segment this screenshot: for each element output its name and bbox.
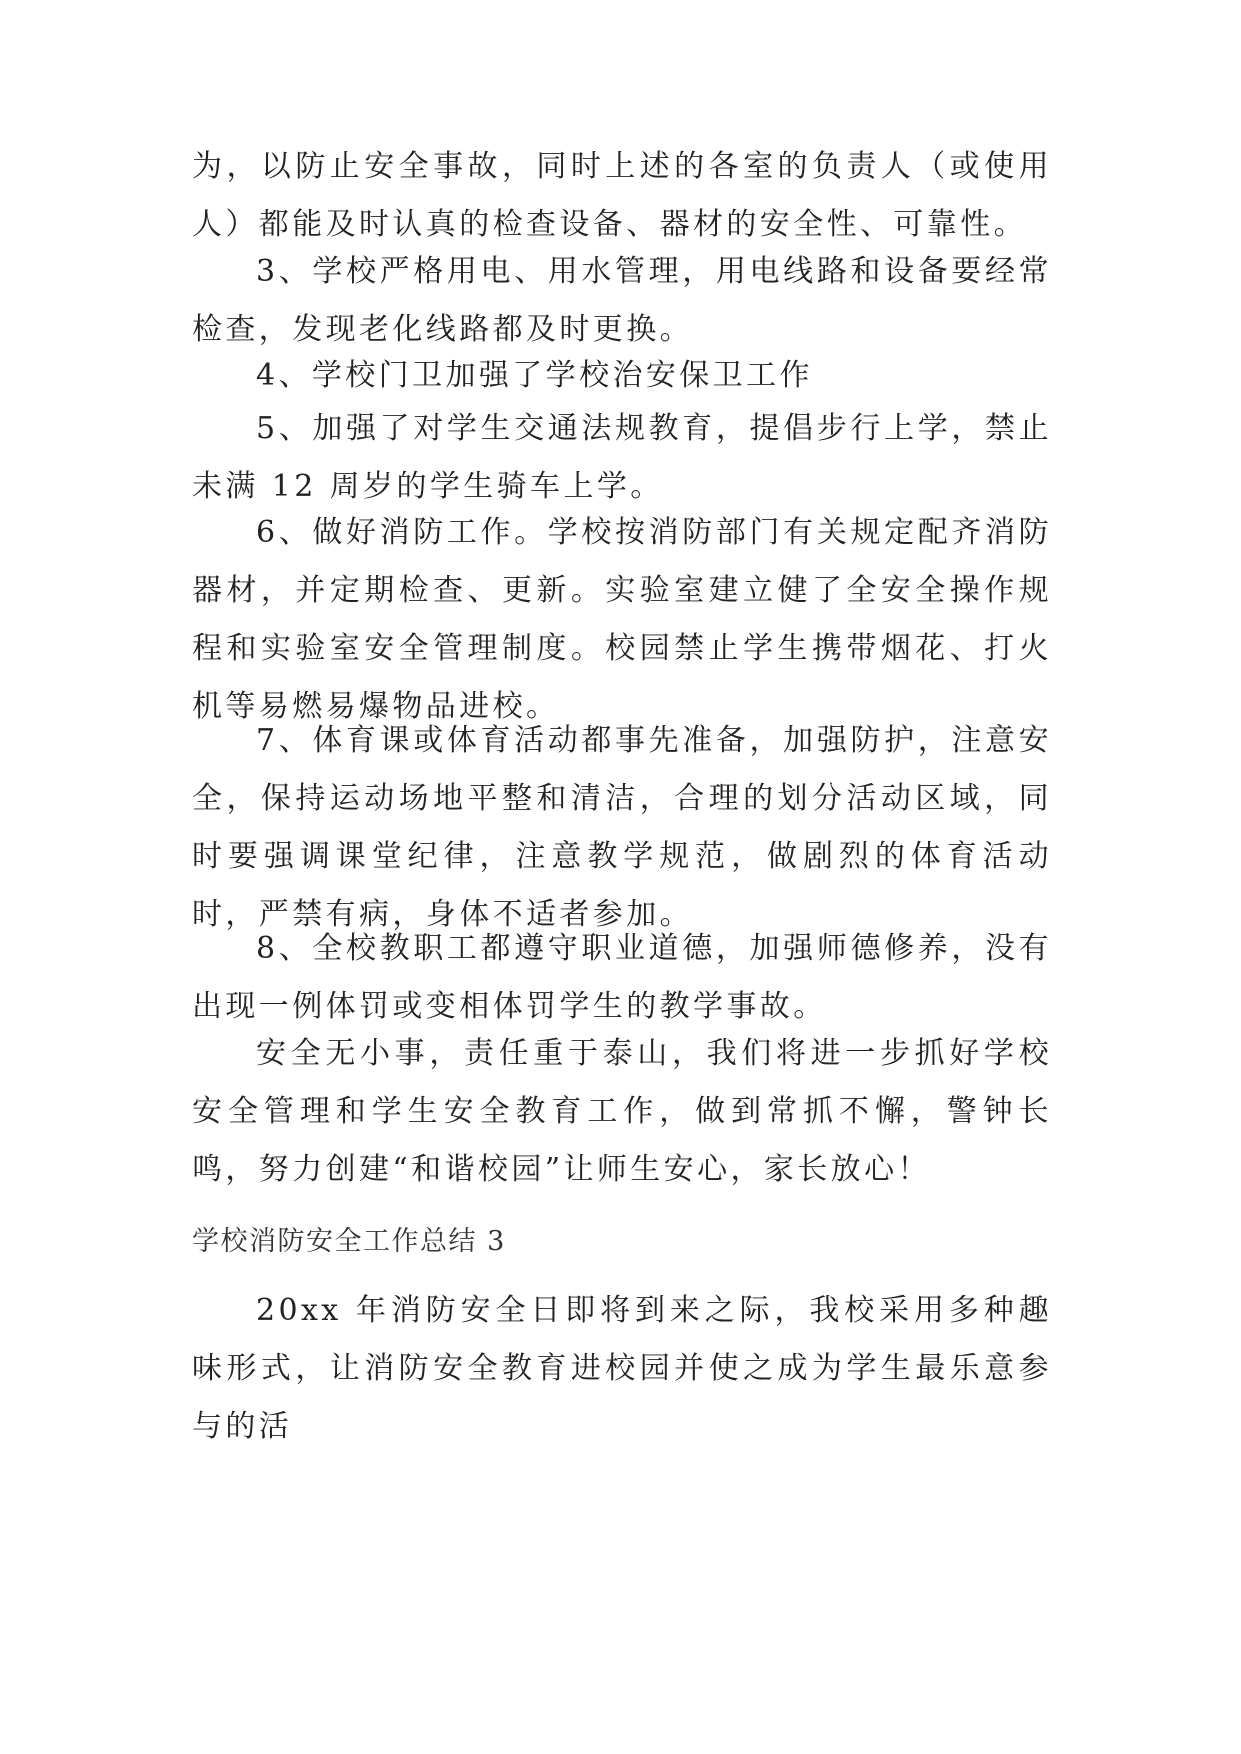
paragraph-conclusion: 安全无小事，责任重于泰山，我们将进一步抓好学校安全管理和学生安全教育工作，做到常抓不懈，警钟长鸣，努力创建“和谐校园”让师生安心，家长放心！ — [192, 1036, 1052, 1187]
paragraph-item-3: 3、学校严格用电、用水管理，用电线路和设备要经常检查，发现老化线路都及时更换。 — [192, 254, 1052, 347]
section-heading: 学校消防安全工作总结 3 — [192, 1226, 506, 1257]
paragraph-item-5: 5、加强了对学生交通法规教育，提倡步行上学，禁止未满 12 周岁的学生骑车上学。 — [192, 411, 1052, 504]
paragraph-continuation: 为，以防止安全事故，同时上述的各室的负责人（或使用人）都能及时认真的检查设备、器材的安全性、可靠性。 — [192, 149, 1052, 242]
paragraph-item-7: 7、体育课或体育活动都事先准备，加强防护，注意安全，保持运动场地平整和清洁，合理的划分活动区域，同时要强调课堂纪律，注意教学规范，做剧烈的体育活动时，严禁有病，身体不适者参加。 — [192, 723, 1052, 932]
paragraph-item-6: 6、做好消防工作。学校按消防部门有关规定配齐消防器材，并定期检查、更新。实验室建立健了全安全操作规程和实验室安全管理制度。校园禁止学生携带烟花、打火机等易燃易爆物品进校。 — [192, 515, 1052, 724]
paragraph-item-4: 4、学校门卫加强了学校治安保卫工作 — [256, 358, 813, 393]
paragraph-item-8: 8、全校教职工都遵守职业道德，加强师德修养，没有出现一例体罚或变相体罚学生的教学事故。 — [192, 931, 1052, 1024]
paragraph-intro: 20xx 年消防安全日即将到来之际，我校采用多种趣味形式，让消防安全教育进校园并使之成为学生最乐意参与的活 — [192, 1293, 1052, 1444]
